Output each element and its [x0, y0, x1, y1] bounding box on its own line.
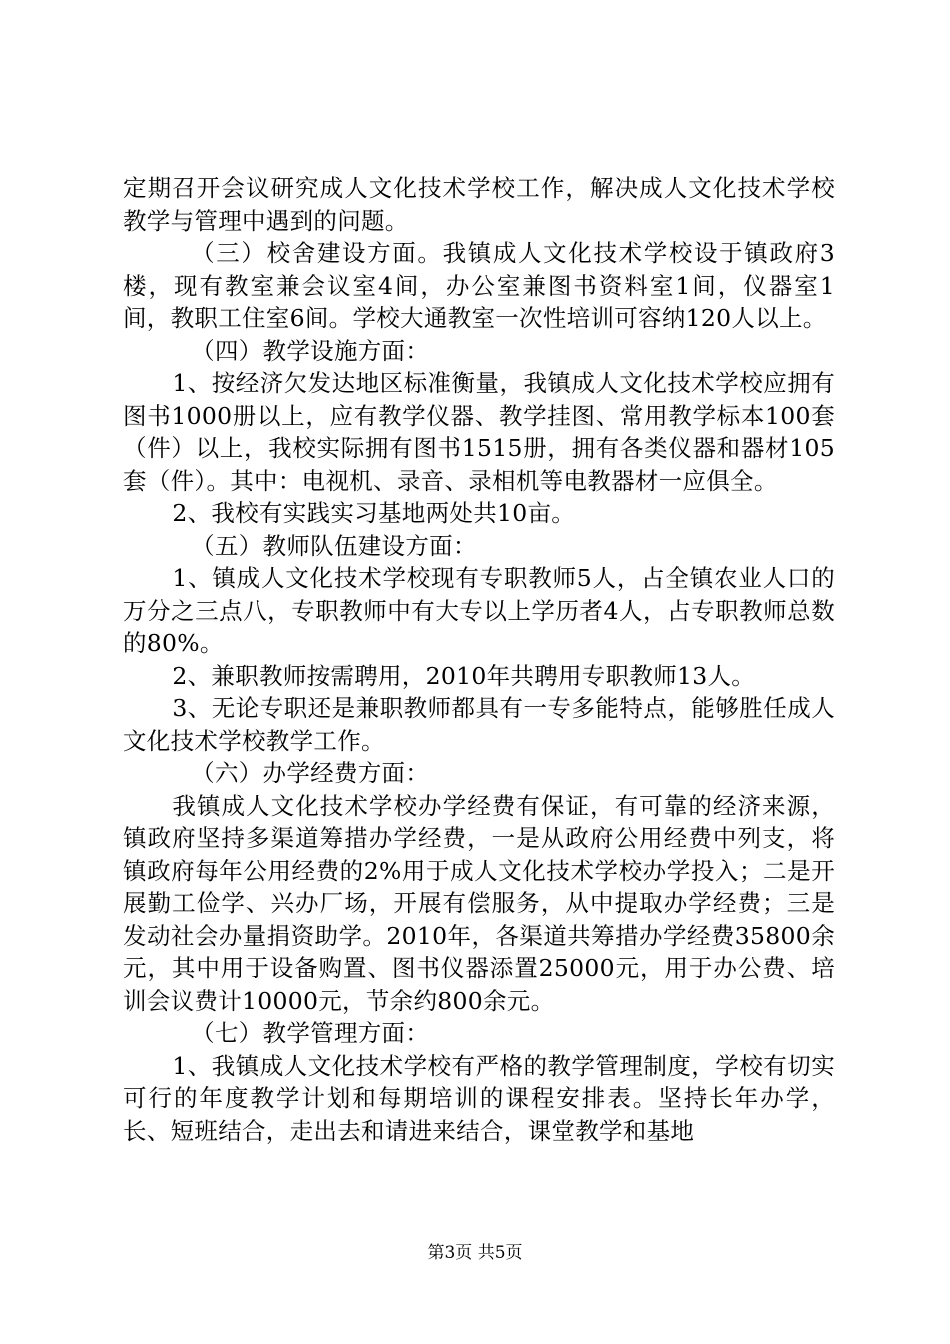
- section-5-heading: （五）教师队伍建设方面：: [191, 531, 477, 560]
- section-4-item-1: 1、按经济欠发达地区标准衡量，我镇成人文化技术学校应拥有图书1000册以上，应有教学仪器、教学挂图、常用教学标本100套（件）以上，我校实际拥有图书1515册，拥有各类仪器和器材105套（件）。其中：电视机、录音、录相机等电教器材一应俱全。: [123, 369, 835, 495]
- section-6-body: 我镇成人文化技术学校办学经费有保证，有可靠的经济来源，镇政府坚持多渠道筹措办学经费，一是从政府公用经费中列支，将镇政府每年公用经费的2%用于成人文化技术学校办学投入；二是开展勤工俭学、兴办厂场，开展有偿服务，从中提取办学经费；三是发动社会办量捐资助学。2010年，各渠道共筹措办学经费35800余元，其中用于设备购置、图书仪器添置25000元，用于办公费、培训会议费计10000元，节余约800余元。: [123, 791, 835, 1015]
- page-number-footer: 第3页 共5页: [427, 1243, 523, 1263]
- section-7-item-1: 1、我镇成人文化技术学校有严格的教学管理制度，学校有切实可行的年度教学计划和每期培训的课程安排表。坚持长年办学，长、短班结合，走出去和请进来结合，课堂教学和基地: [123, 1051, 835, 1145]
- section-5-item-2: 2、兼职教师按需聘用，2010年共聘用专职教师13人。: [172, 661, 756, 690]
- section-6-heading: （六）办学经费方面：: [191, 759, 430, 787]
- document-body: [123, 172, 835, 1147]
- section-7-heading: （七）教学管理方面：: [191, 1019, 430, 1047]
- section-4-item-2: 2、我校有实践实习基地两处共10亩。: [172, 499, 576, 527]
- section-5-item-1: 1、镇成人文化技术学校现有专职教师5人，占全镇农业人口的万分之三点八，专职教师中有大专以上学历者4人，占专职教师总数的80%。: [123, 564, 835, 657]
- section-4-heading: （四）教学设施方面：: [191, 336, 430, 365]
- section-3-school-buildings: （三）校舍建设方面。我镇成人文化技术学校设于镇政府3楼，现有教室兼会议室4间，办公室兼图书资料室1间，仪器室1间，教职工住室6间。学校大通教室一次性培训可容纳120人以上。: [123, 239, 835, 332]
- section-5-item-3: 3、无论专职还是兼职教师都具有一专多能特点，能够胜任成人文化技术学校教学工作。: [123, 694, 835, 755]
- paragraph-continuation: 定期召开会议研究成人文化技术学校工作，解决成人文化技术学校教学与管理中遇到的问题。: [123, 174, 835, 235]
